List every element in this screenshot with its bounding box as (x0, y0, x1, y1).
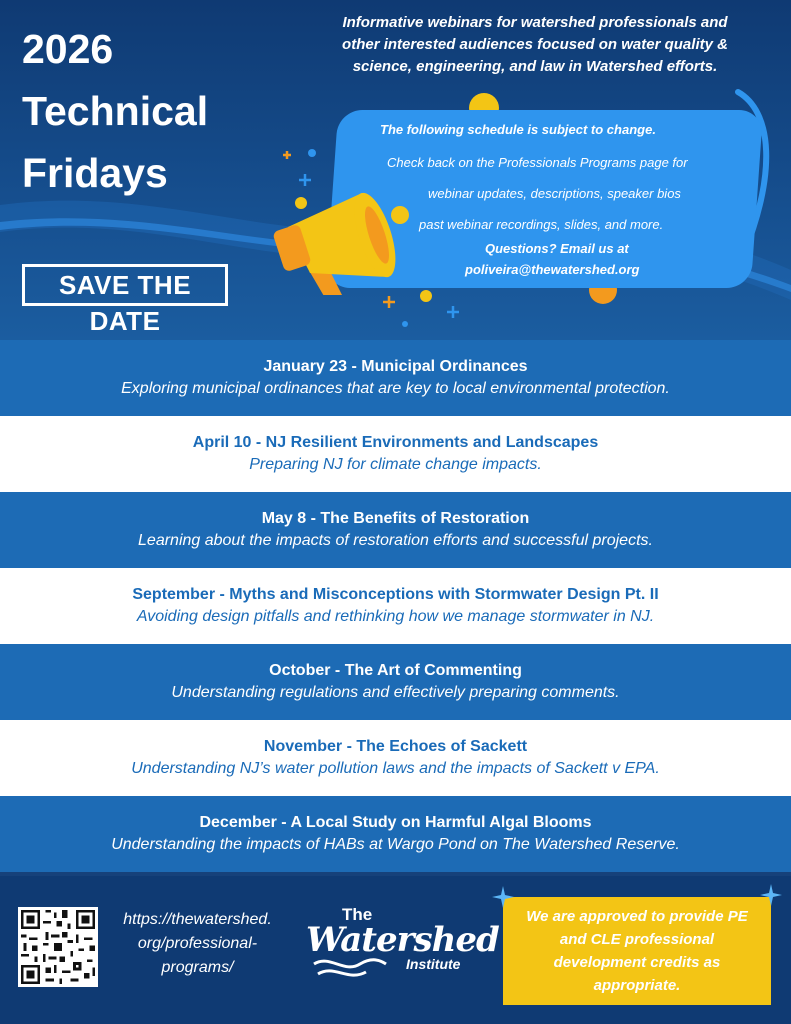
event-title: April 10 - NJ Resilient Environments and Landscapes (192, 434, 599, 451)
credits-notice (503, 897, 771, 1005)
contact-email[interactable]: poliveira@thewatershed.org (465, 262, 640, 277)
bubble-line: Check back on the Professionals Programs page for (387, 155, 688, 170)
event-title: November - The Echoes of Sackett (263, 738, 528, 755)
save-the-date-badge: SAVE THE DATE (22, 264, 228, 306)
schedule-notice: The following schedule is subject to change. (380, 122, 656, 137)
event-description: Understanding the impacts of HABs at Wargo Pond on The Watershed Reserve. (111, 836, 680, 853)
credits-line: and CLE professional (559, 931, 715, 948)
credits-line: development credits as (553, 954, 721, 971)
questions-label: Questions? Email us at (485, 241, 629, 256)
title-line: Fridays (22, 150, 168, 196)
title-line: 2026 (22, 26, 114, 72)
credits-line: We are approved to provide PE (526, 908, 748, 925)
logo-text-the: The (342, 905, 373, 924)
event-description: Understanding regulations and effectively preparing comments. (171, 684, 620, 701)
schedule-item (0, 796, 791, 872)
event-description: Avoiding design pitfalls and rethinking how we manage stormwater in NJ. (136, 608, 655, 625)
bubble-line: past webinar recordings, slides, and more. (419, 217, 664, 232)
schedule-item (0, 644, 791, 720)
event-description: Preparing NJ for climate change impacts. (249, 456, 542, 473)
event-title: December - A Local Study on Harmful Algal Blooms (199, 814, 592, 831)
bubble-line: webinar updates, descriptions, speaker bios (428, 186, 681, 201)
program-url[interactable] (110, 908, 285, 980)
intro-line: Informative webinars for watershed professionals and (342, 14, 728, 31)
url-line: programs/ (161, 959, 234, 976)
schedule-item (0, 568, 791, 644)
schedule-item (0, 492, 791, 568)
dot-icon (420, 290, 432, 302)
schedule-item (0, 416, 791, 492)
event-description: Understanding NJ’s water pollution laws and the impacts of Sackett v EPA. (131, 760, 660, 777)
schedule-list (0, 340, 791, 872)
header-banner (0, 0, 791, 340)
event-title: May 8 - The Benefits of Restoration (261, 510, 530, 527)
url-line: https://thewatershed. (123, 911, 272, 928)
title-line: Technical (22, 88, 209, 134)
logo-text-institute: Institute (406, 956, 461, 972)
qr-code-icon[interactable] (18, 907, 98, 987)
event-description: Exploring municipal ordinances that are key to local environmental protection. (121, 380, 670, 397)
url-line: org/professional- (137, 935, 258, 952)
logo-text-watershed: Watershed (306, 920, 499, 960)
schedule-item (0, 340, 791, 416)
intro-line: science, engineering, and law in Watershed efforts. (352, 58, 718, 75)
wave-icon (310, 954, 410, 984)
sparkle-icon (492, 886, 514, 908)
schedule-item (0, 720, 791, 796)
event-title: September - Myths and Misconceptions with Stormwater Design Pt. II (132, 586, 659, 603)
intro-text (290, 12, 780, 78)
event-title: October - The Art of Commenting (269, 662, 522, 679)
credits-line: appropriate. (593, 977, 681, 994)
megaphone-icon (270, 175, 420, 295)
page-title (22, 18, 208, 204)
intro-line: other interested audiences focused on water quality & (342, 36, 728, 53)
event-title: January 23 - Municipal Ordinances (263, 358, 528, 375)
event-description: Learning about the impacts of restoration efforts and successful projects. (138, 532, 653, 549)
sparkle-icon (760, 884, 782, 906)
watershed-institute-logo (306, 905, 499, 986)
